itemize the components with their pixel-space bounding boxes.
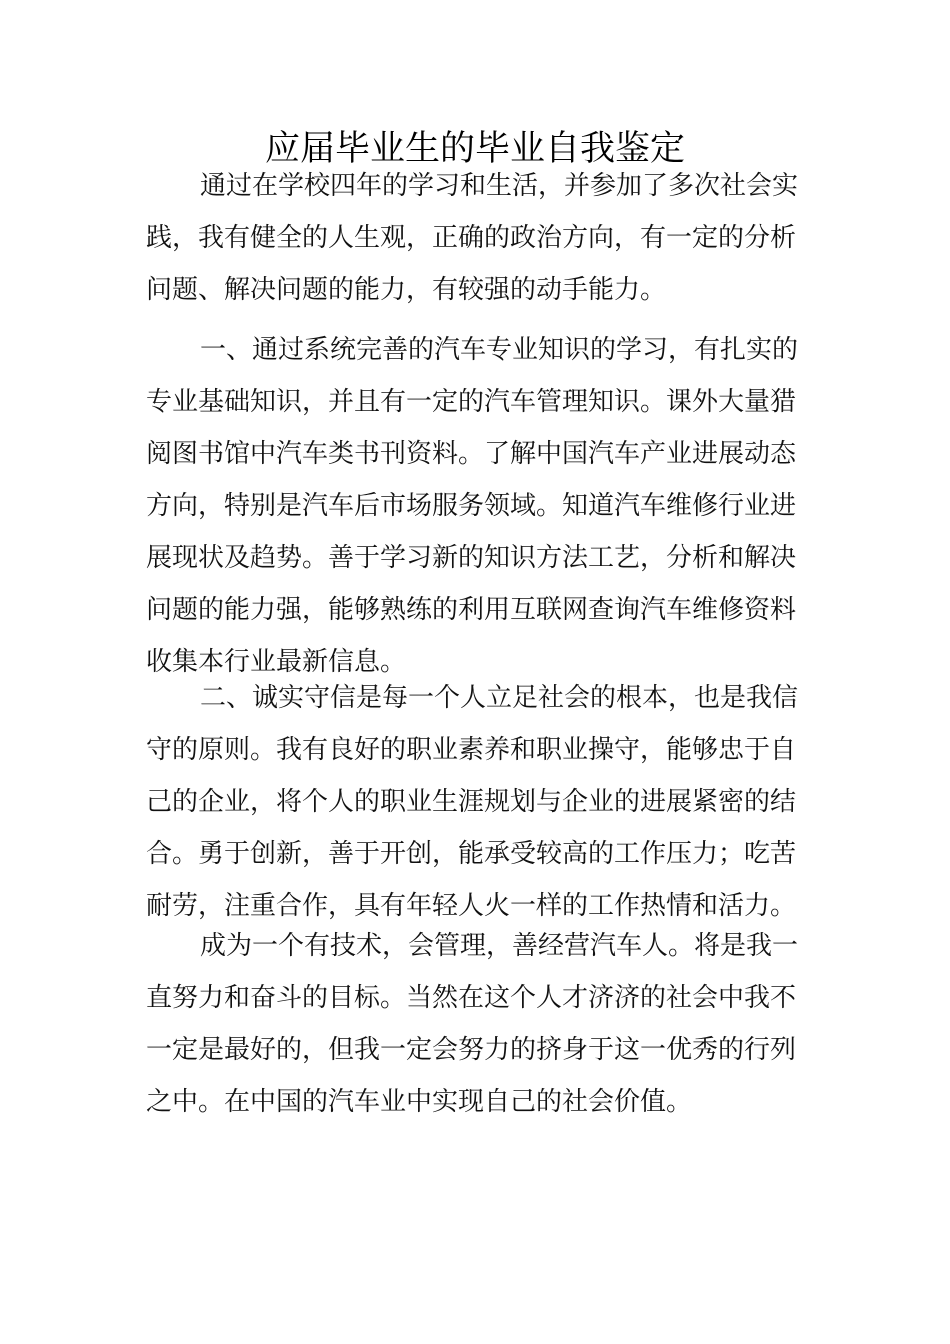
- paragraph-4: [146, 920, 806, 1128]
- paragraph-line: 直努力和奋斗的目标。当然在这个人才济济的社会中我不: [146, 983, 797, 1013]
- paragraph-line: 问题的能力强，能够熟练的利用互联网查询汽车维修资料: [146, 595, 797, 625]
- paragraph-1: [146, 160, 806, 316]
- paragraph-line: 己的企业，将个人的职业生涯规划与企业的进展紧密的结: [146, 787, 797, 817]
- paragraph-line: 践，我有健全的人生观，正确的政治方向，有一定的分析: [146, 223, 797, 253]
- paragraph-line: 成为一个有技术，会管理，善经营汽车人。将是我一: [200, 931, 799, 961]
- paragraph-line: 专业基础知识，并且有一定的汽车管理知识。课外大量猎: [146, 387, 797, 417]
- paragraph-line: 通过在学校四年的学习和生活，并参加了多次社会实: [200, 171, 799, 201]
- paragraph-line: 二、诚实守信是每一个人立足社会的根本，也是我信: [200, 683, 799, 713]
- paragraph-line: 展现状及趋势。善于学习新的知识方法工艺，分析和解决: [146, 543, 797, 573]
- paragraph-line: 守的原则。我有良好的职业素养和职业操守，能够忠于自: [146, 735, 797, 765]
- paragraph-line: 一定是最好的，但我一定会努力的挤身于这一优秀的行列: [146, 1035, 797, 1065]
- paragraph-3: [146, 672, 806, 932]
- paragraph-line: 一、通过系统完善的汽车专业知识的学习，有扎实的: [200, 335, 799, 365]
- paragraph-line: 阅图书馆中汽车类书刊资料。了解中国汽车产业进展动态: [146, 439, 797, 469]
- paragraph-line: 合。勇于创新，善于开创，能承受较高的工作压力；吃苦: [146, 839, 797, 869]
- paragraph-line: 方向，特别是汽车后市场服务领域。知道汽车维修行业进: [146, 491, 797, 521]
- paragraph-line: 问题、解决问题的能力，有较强的动手能力。: [146, 275, 667, 305]
- paragraph-line: 之中。在中国的汽车业中实现自己的社会价值。: [146, 1087, 693, 1117]
- paragraph-line: 耐劳，注重合作，具有年轻人火一样的工作热情和活力。: [146, 891, 797, 921]
- paragraph-line: 收集本行业最新信息。: [146, 647, 407, 677]
- paragraph-2: [146, 324, 806, 688]
- document-title: 应届毕业生的毕业自我鉴定: [264, 129, 685, 169]
